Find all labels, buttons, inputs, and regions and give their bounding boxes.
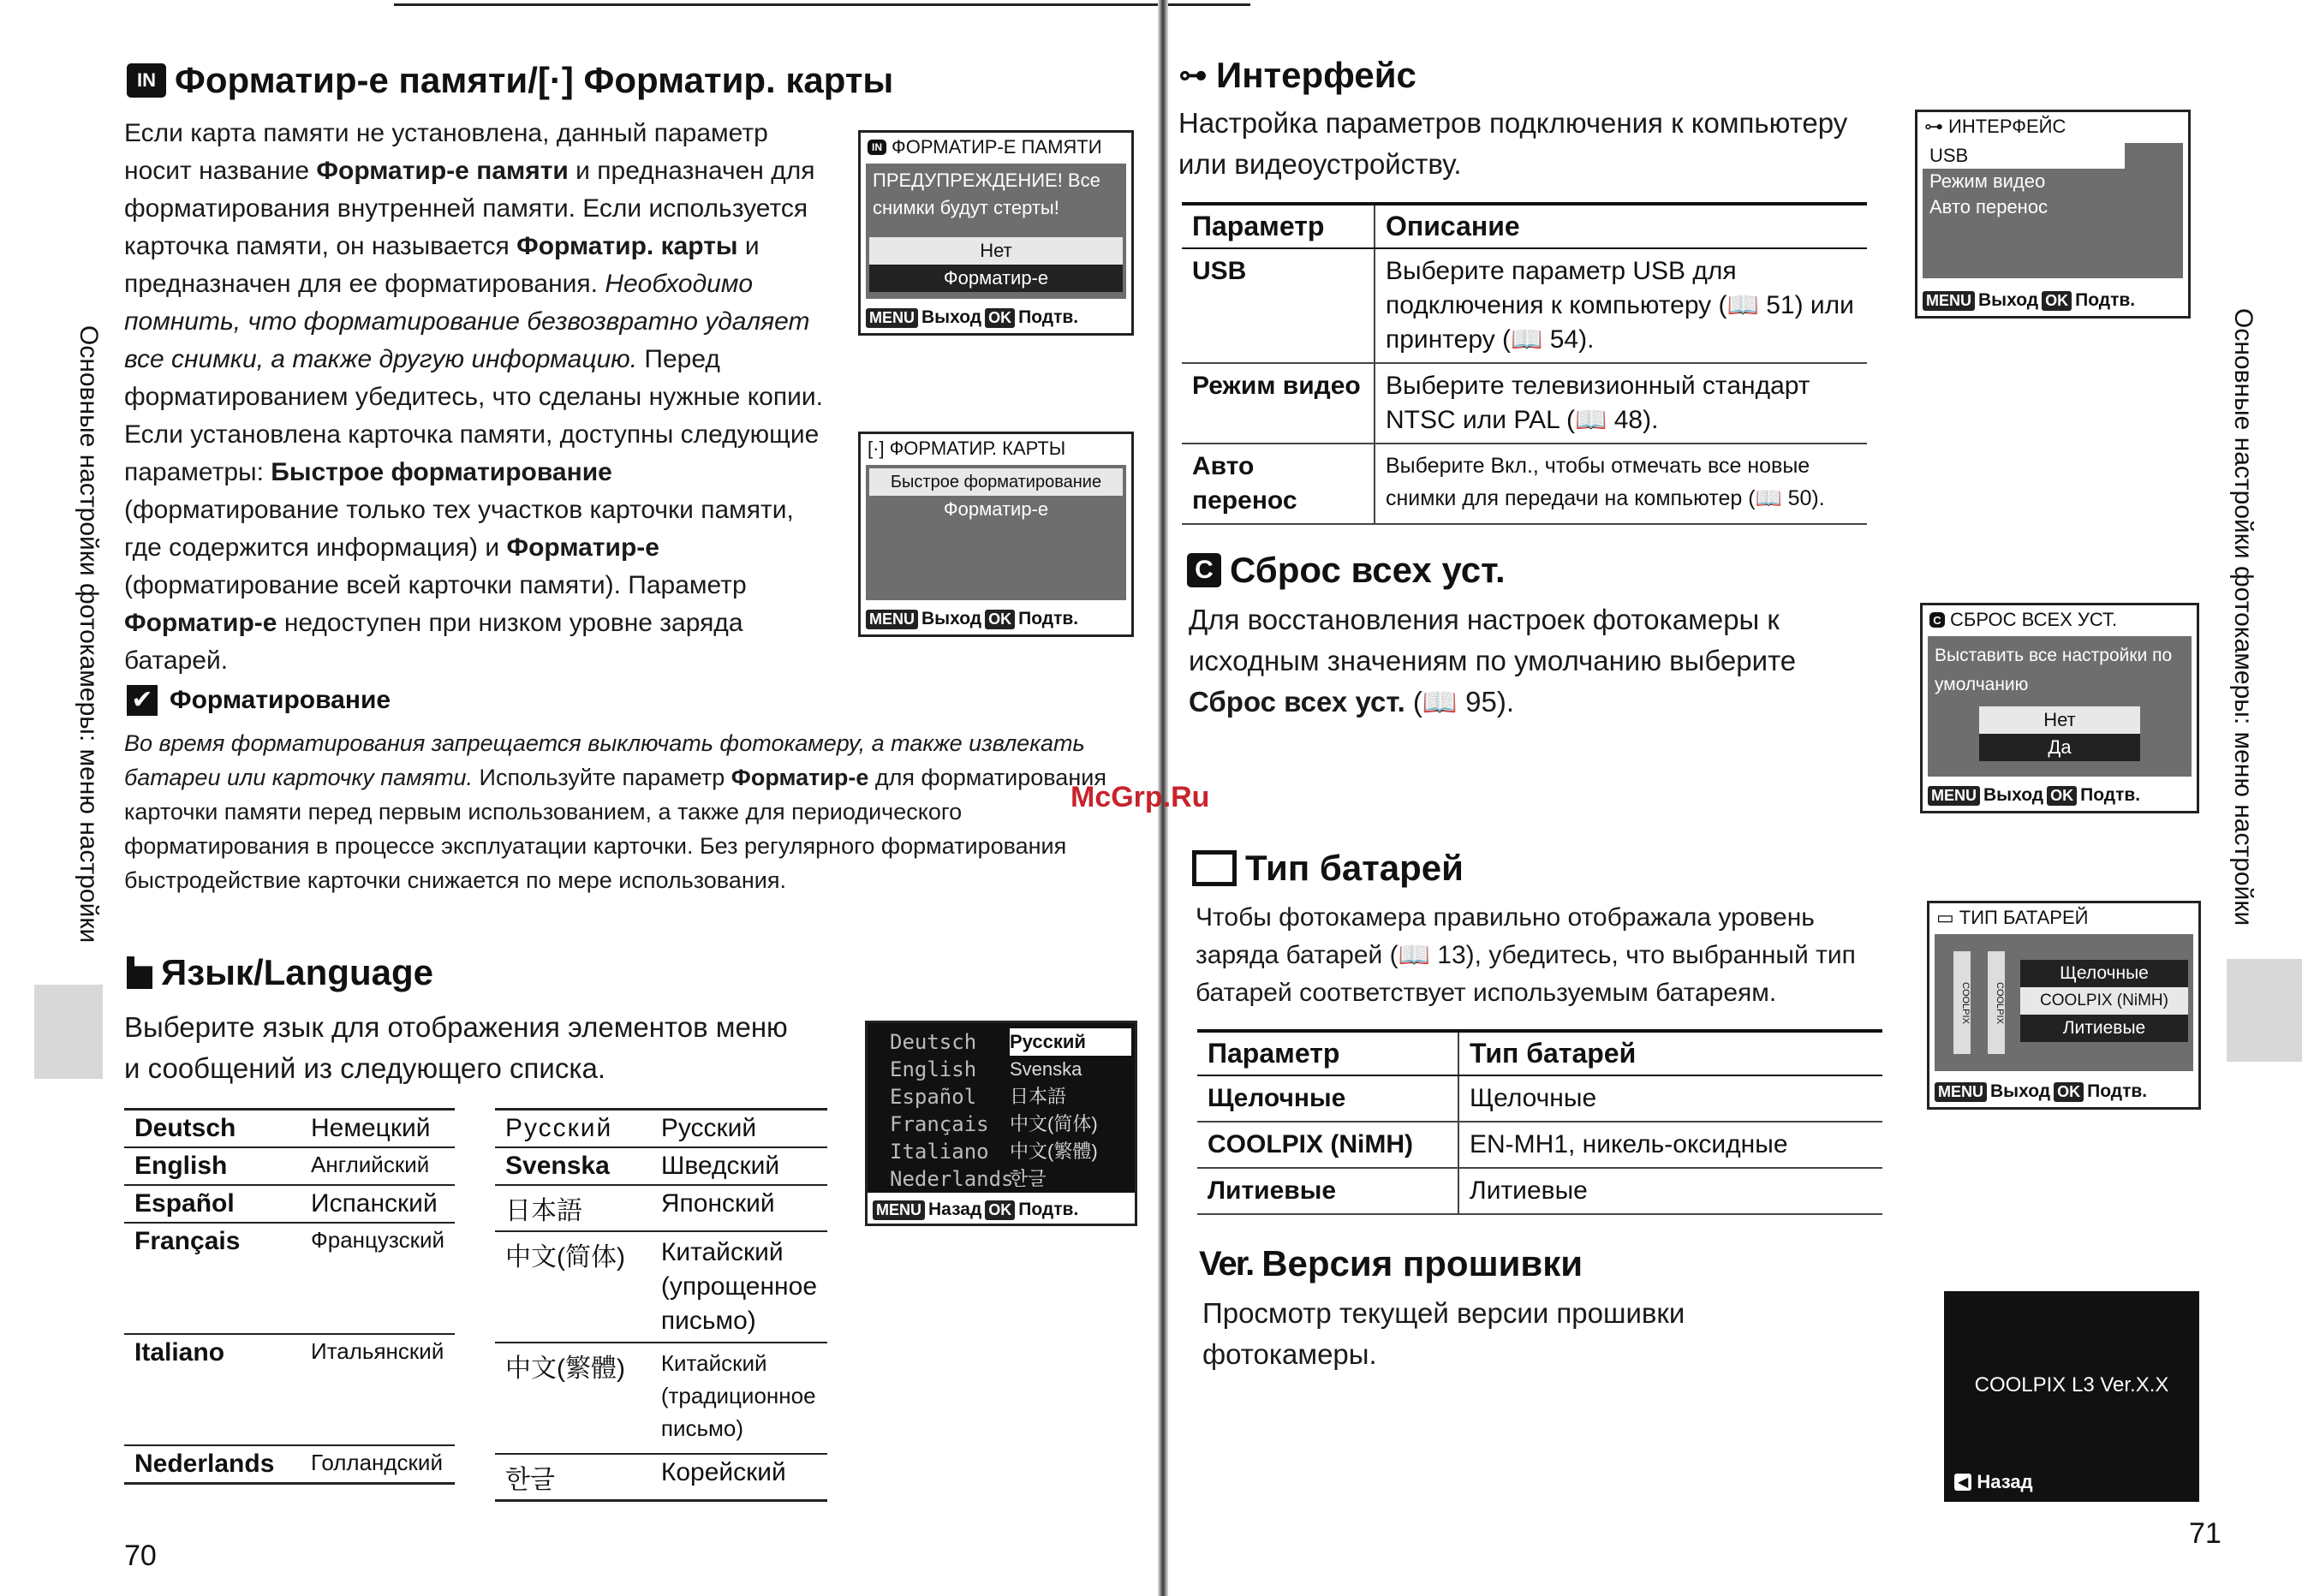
- screen-title: C СБРОС ВСЕХ УСТ.: [1923, 605, 2197, 634]
- table-row: 日本語 Японский: [495, 1185, 827, 1231]
- firmware-version: COOLPIX L3 Ver.X.X: [1974, 1373, 2169, 1396]
- checkmark-icon: ✔: [127, 685, 158, 716]
- format-card-screen: [858, 432, 1134, 637]
- list-item[interactable]: Español: [890, 1085, 977, 1109]
- screen-panel: [866, 164, 1126, 299]
- firmware-text: Просмотр текущей версии прошивки фотокамеры.: [1202, 1297, 1685, 1370]
- note-title: [127, 685, 391, 716]
- list-item[interactable]: 日本語: [1010, 1086, 1067, 1107]
- interface-screen: [1915, 110, 2191, 319]
- screen-title: [·] ФОРМАТИР. КАРТЫ: [868, 438, 1066, 459]
- option-format[interactable]: Форматир-е: [943, 498, 1049, 520]
- screen-panel: [1935, 934, 2193, 1071]
- battery-graphic: COOLPIX: [1953, 951, 1971, 1054]
- reset-title-text: Сброс всех уст.: [1230, 550, 1506, 590]
- table-row: 中文(繁體) Китайский (традиционное письмо): [495, 1343, 827, 1454]
- firmware-title: [1199, 1243, 1583, 1284]
- option-yes[interactable]: Да: [1979, 734, 2140, 761]
- reset-screen: [1920, 603, 2199, 813]
- interface-table: Параметр Описание USB Выберите параметр USB для подключения к компьютеру (📖 51) или принтеру (📖 54). Режим видео Выберите телевизионный стандарт NTSC или PAL (📖 48). Авто перенос Выберите Вкл., чтобы отмечать все новые снимки для передачи на компьютер (📖 50).: [1182, 202, 1867, 525]
- menu-item-usb[interactable]: USB: [1923, 143, 2125, 169]
- table-row: USB Выберите параметр USB для подключения к компьютеру (📖 51) или принтеру (📖 54).: [1182, 248, 1867, 363]
- screen-panel: [1928, 636, 2192, 777]
- right-side-label: Основные настройки фотокамеры: меню настройки: [2229, 308, 2257, 926]
- screen-panel: [866, 465, 1126, 600]
- option-lithium[interactable]: Литиевые: [2020, 1015, 2188, 1042]
- menu-item-auto-transfer[interactable]: Авто перенос: [1929, 196, 2049, 217]
- screen-title: IN ФОРМАТИР-Е ПАМЯТИ: [861, 133, 1131, 162]
- firmware-title-text: Версия прошивки: [1261, 1243, 1583, 1283]
- table-row: Литиевые Литиевые: [1197, 1168, 1882, 1214]
- warning-text: ПРЕДУПРЕЖДЕНИЕ! Все снимки будут стерты!: [873, 170, 1100, 218]
- language-table-right: [495, 1108, 827, 1502]
- screen-footer: MENU Назад OK Подтв.: [873, 1200, 1078, 1220]
- language-list-left: [890, 1028, 1014, 1193]
- screen-title: ⊶ ИНТЕРФЕЙС: [1924, 116, 2066, 137]
- battery-icon: [1192, 850, 1237, 886]
- battery-graphic: COOLPIX: [1988, 951, 2005, 1054]
- screen-footer: MENU Выход OK Подтв.: [866, 609, 1078, 629]
- left-thumb-tab: [34, 985, 103, 1079]
- version-icon: Ver.: [1199, 1244, 1254, 1283]
- top-rule: [394, 3, 1250, 6]
- page-number-right: 71: [2189, 1517, 2221, 1550]
- note-body: Во время форматирования запрещается выключать фотокамеру, а также извлекать батареи или карточку памяти. Используйте параметр Форматир-е для форматирования карточки памяти перед первым использованием, а также для периодического форматирования в процессе эксплуатации карточки. Без регулярного форматирования быстродействие карточки снижается по мере использования.: [124, 730, 1106, 893]
- battery-title: [1192, 848, 1464, 889]
- format-body: Если карта памяти не установлена, данный параметр носит название Форматир-е памяти и предназначен для форматирования внутренней памяти. Если используется карточка памяти, он называется Форматир. карты и предназначен для ее форматирования. Необходимо помнить, что форматирование безвозвратно удаляет все снимки, а также другую информацию. Перед форматированием убедитесь, что сделаны нужные копии. Если установлена карточка памяти, доступны следующие параметры: Быстрое форматирование (форматирование только тех участков карточки памяти, где содержится информация) и Форматир-е (форматирование всей карточки памяти). Параметр Форматир-е недоступен при низком уровне заряда батарей.: [124, 119, 823, 675]
- list-item[interactable]: Svenska: [1010, 1058, 1082, 1080]
- memory-icon: IN: [868, 140, 886, 155]
- battery-small-icon: ▭: [1936, 907, 1954, 928]
- reset-text: Для восстановления настроек фотокамеры к исходным значениям по умолчанию выберите Сброс всех уст. (📖 95).: [1189, 604, 1797, 718]
- list-item-selected[interactable]: Русский: [1010, 1028, 1131, 1056]
- reset-prompt: Выставить все настройки по умолчанию: [1935, 646, 2173, 694]
- table-row: Svenska Шведский: [495, 1147, 827, 1185]
- table-row: Deutsch Немецкий: [124, 1110, 455, 1148]
- reset-title: [1187, 550, 1506, 591]
- format-memory-screen: [858, 130, 1134, 336]
- screen-footer: MENU Выход OK Подтв.: [1935, 1081, 2147, 1102]
- battery-screen: [1927, 901, 2201, 1110]
- interface-title-text: Интерфейс: [1216, 55, 1416, 95]
- interface-icon: ⊶: [1178, 59, 1208, 92]
- table-row: Авто перенос Выберите Вкл., чтобы отмечать все новые снимки для передачи на компьютер (📖 50).: [1182, 444, 1867, 524]
- language-table-left: [124, 1108, 455, 1485]
- list-item[interactable]: Nederlands: [890, 1167, 1014, 1191]
- table-row: 한글 Корейский: [495, 1454, 827, 1501]
- back-arrow-icon: ◀: [1954, 1474, 1971, 1491]
- reset-icon: C: [1187, 553, 1221, 587]
- table-row: Режим видео Выберите телевизионный стандарт NTSC или PAL (📖 48).: [1182, 363, 1867, 444]
- table-row: Italiano Итальянский: [124, 1334, 455, 1445]
- table-row: COOLPIX (NiMH) EN-MH1, никель-оксидные: [1197, 1122, 1882, 1168]
- format-title: [127, 60, 893, 101]
- list-item[interactable]: 中文(繁體): [1010, 1140, 1098, 1162]
- option-nimh[interactable]: COOLPIX (NiMH): [2020, 987, 2188, 1015]
- table-row: Русский Русский: [495, 1110, 827, 1148]
- table-row: Français Французский: [124, 1223, 455, 1334]
- language-flag-icon: [127, 956, 152, 989]
- battery-text: Чтобы фотокамера правильно отображала уровень заряда батарей (📖 13), убедитесь, что выбранный тип батарей соответствует используемым батареям.: [1196, 903, 1856, 1007]
- screen-panel: [1923, 143, 2183, 278]
- interface-small-icon: ⊶: [1924, 116, 1943, 137]
- screen-title: ▭ ТИП БАТАРЕЙ: [1936, 907, 2089, 928]
- list-item[interactable]: Deutsch: [890, 1030, 977, 1054]
- language-title: [127, 952, 433, 993]
- table-row: Щелочные Щелочные: [1197, 1075, 1882, 1122]
- interface-title: [1178, 55, 1416, 96]
- menu-item-video[interactable]: Режим видео: [1929, 170, 2046, 192]
- option-quick-format[interactable]: Быстрое форматирование: [869, 468, 1123, 496]
- language-screen: [865, 1021, 1137, 1226]
- screen-footer: MENU Выход OK Подтв.: [1923, 290, 2135, 311]
- language-text: Выберите язык для отображения элементов меню и сообщений из следующего списка.: [124, 1011, 788, 1084]
- internal-memory-icon: IN: [127, 63, 166, 98]
- table-row: Nederlands Голландский: [124, 1445, 455, 1484]
- option-no[interactable]: Нет: [869, 237, 1123, 265]
- option-format[interactable]: Форматир-е: [869, 265, 1123, 292]
- screen-footer: MENU Выход OK Подтв.: [866, 307, 1078, 328]
- interface-text: Настройка параметров подключения к компьютеру или видеоустройству.: [1178, 107, 1848, 180]
- table-row: English Английский: [124, 1147, 455, 1185]
- list-item[interactable]: 한글: [1010, 1168, 1047, 1189]
- screen-footer: MENU Выход OK Подтв.: [1928, 785, 2140, 806]
- card-icon: [·]: [868, 438, 885, 459]
- reset-small-icon: C: [1929, 612, 1945, 628]
- note-title-text: Форматирование: [170, 686, 391, 714]
- list-item[interactable]: Italiano: [890, 1140, 989, 1164]
- language-list-right: [1010, 1028, 1131, 1193]
- left-side-label: Основные настройки фотокамеры: меню настройки: [75, 325, 103, 944]
- option-alkaline[interactable]: Щелочные: [2020, 960, 2188, 987]
- battery-table: Параметр Тип батарей Щелочные Щелочные COOLPIX (NiMH) EN-MH1, никель-оксидные Литиевые Литиевые: [1197, 1029, 1882, 1215]
- table-row: Español Испанский: [124, 1185, 455, 1223]
- list-item[interactable]: 中文(简体): [1010, 1113, 1098, 1134]
- right-thumb-tab: [2227, 959, 2302, 1062]
- battery-title-text: Тип батарей: [1245, 848, 1464, 888]
- list-item[interactable]: English: [890, 1057, 977, 1081]
- page-number-left: 70: [124, 1539, 157, 1572]
- back-button[interactable]: ◀ Назад: [1954, 1471, 2033, 1493]
- format-title-text: Форматир-е памяти/[·] Форматир. карты: [175, 60, 894, 100]
- firmware-screen: [1944, 1291, 2199, 1502]
- option-no[interactable]: Нет: [1979, 706, 2140, 734]
- watermark: McGrp.Ru: [1070, 781, 1210, 813]
- table-row: 中文(简体) Китайский (упрощенное письмо): [495, 1231, 827, 1343]
- list-item[interactable]: Français: [890, 1112, 989, 1136]
- language-title-text: Язык/Language: [161, 952, 433, 992]
